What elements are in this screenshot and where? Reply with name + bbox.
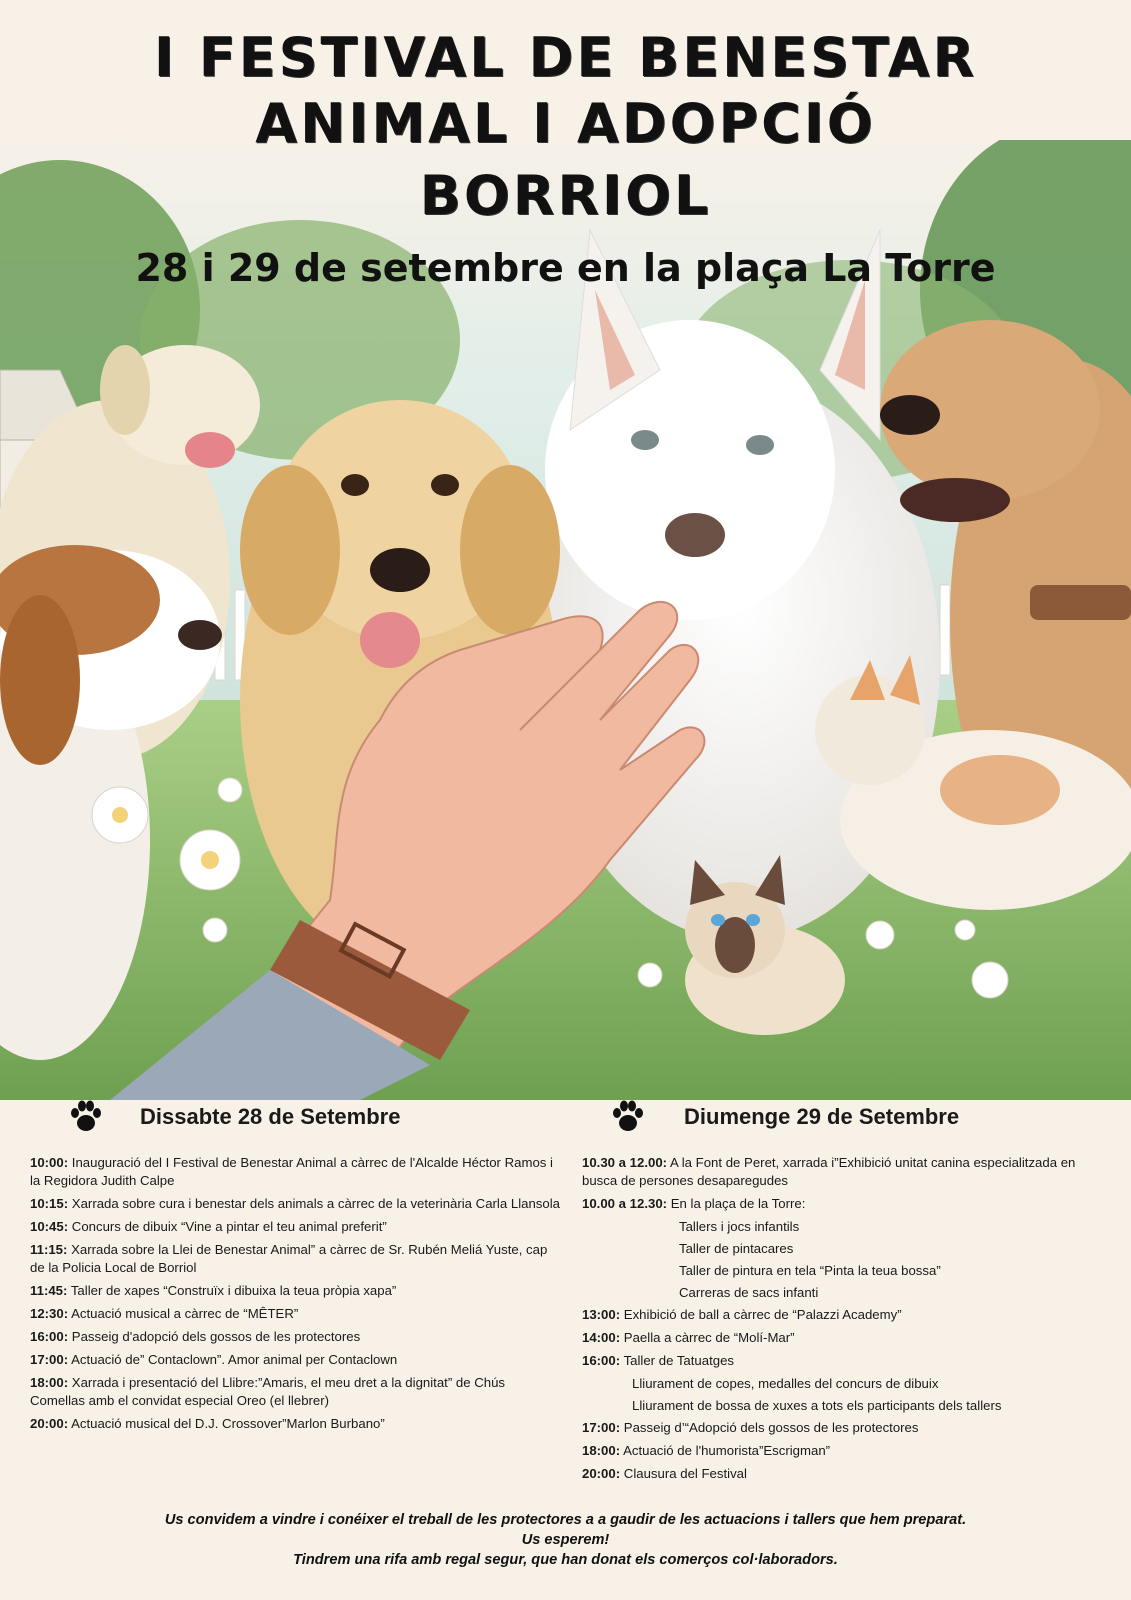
list-item xyxy=(30,1154,560,1190)
item-time: 10:15: xyxy=(30,1196,69,1211)
item-text: Inauguració del I Festival de Benestar Animal a càrrec de l'Alcalde Héctor Ramos i la Regidora Judith Calpe xyxy=(30,1155,553,1188)
list-item xyxy=(582,1419,1112,1437)
item-time: 16:00: xyxy=(582,1353,621,1368)
item-text: Concurs de dibuix “Vine a pintar el teu animal preferit” xyxy=(71,1219,387,1234)
footer-wait: Us esperem! xyxy=(521,1532,610,1548)
sub-item: Tallers i jocs infantils xyxy=(679,1219,800,1234)
paw-icon xyxy=(610,1098,646,1134)
sub-item: Lliurament de bossa de xuxes a tots els participants dels tallers xyxy=(632,1398,1002,1413)
list-item xyxy=(582,1195,1112,1213)
item-time: 20:00: xyxy=(582,1466,621,1481)
item-text: Passeig d’“Adopció dels gossos de les protectores xyxy=(623,1420,919,1435)
item-time: 12:30: xyxy=(30,1306,69,1321)
item-time: 10.30 a 12.00: xyxy=(582,1155,668,1170)
sub-item: Lliurament de copes, medalles del concurs de dibuix xyxy=(632,1376,939,1391)
list-item xyxy=(582,1306,1112,1324)
item-text: Paella a càrrec de “Molí-Mar” xyxy=(623,1330,795,1345)
list-item xyxy=(582,1442,1112,1460)
footer-invitation: Us convidem a vindre i conéixer el treball de les protectores a a gaudir de les actuacions i tallers que hem preparat. xyxy=(164,1512,967,1528)
list-item xyxy=(30,1218,560,1236)
sunday-column xyxy=(582,1100,1112,1488)
item-text: Taller de xapes “Construïx i dibuixa la teua pròpia xapa” xyxy=(70,1283,397,1298)
item-text: Xarrada sobre cura i benestar dels animals a càrrec de la veterinària Carla Llansola xyxy=(71,1196,560,1211)
list-item xyxy=(30,1241,560,1277)
item-time: 20:00: xyxy=(30,1416,69,1431)
item-text: Xarrada sobre la Llei de Benestar Animal” a càrrec de Sr. Rubén Meliá Yuste, cap de la Policia Local de Borriol xyxy=(30,1242,548,1275)
item-text: A la Font de Peret, xarrada i”Exhibició unitat canina especialitzada en busca de persones desaparegudes xyxy=(582,1155,1076,1188)
list-item xyxy=(30,1282,560,1300)
poster-header xyxy=(0,0,1131,160)
footer-raffle: Tindrem una rifa amb regal segur, que han donat els comerços col·laboradors. xyxy=(293,1552,838,1568)
list-item xyxy=(582,1352,1112,1370)
item-time: 18:00: xyxy=(30,1375,69,1390)
item-time: 18:00: xyxy=(582,1443,621,1458)
item-time: 10:45: xyxy=(30,1219,69,1234)
item-text: Actuació musical a càrrec de “MÊTER” xyxy=(71,1306,299,1321)
list-item xyxy=(30,1328,560,1346)
list-item xyxy=(30,1195,560,1213)
schedule-section xyxy=(0,1100,1131,1520)
poster-footer xyxy=(0,1510,1131,1570)
item-text: Xarrada i presentació del Llibre:”Amaris, el meu dret a la dignitat” de Chús Comellas amb el convidat especial Oreo (el llebrer) xyxy=(30,1375,506,1408)
saturday-column xyxy=(30,1100,560,1438)
item-time: 17:00: xyxy=(582,1420,621,1435)
item-text: Taller de Tatuatges xyxy=(623,1353,735,1368)
sub-item: Taller de pintura en tela “Pinta la teua bossa” xyxy=(679,1263,941,1278)
saturday-header xyxy=(30,1100,560,1144)
item-time: 10:00: xyxy=(30,1155,69,1170)
saturday-items xyxy=(30,1154,560,1433)
item-time: 16:00: xyxy=(30,1329,69,1344)
item-time: 10.00 a 12.30: xyxy=(582,1196,668,1211)
item-text: Clausura del Festival xyxy=(623,1466,747,1481)
item-text: En la plaça de la Torre: xyxy=(670,1196,806,1211)
title-line-1: I FESTIVAL DE BENESTAR xyxy=(153,26,978,89)
sub-item: Carreras de sacs infanti xyxy=(679,1285,819,1300)
item-time: 11:45: xyxy=(30,1283,68,1298)
list-item xyxy=(30,1305,560,1323)
saturday-title: Dissabte 28 de Setembre xyxy=(140,1104,401,1129)
item-time: 13:00: xyxy=(582,1307,621,1322)
sub-item: Taller de pintacares xyxy=(679,1241,794,1256)
item-text: Actuació de l'humorista”Escrigman” xyxy=(623,1443,831,1458)
item-text: Passeig d'adopció dels gossos de les protectores xyxy=(71,1329,361,1344)
list-item xyxy=(30,1351,560,1369)
title-line-3: BORRIOL xyxy=(419,164,712,227)
paw-icon xyxy=(68,1098,104,1134)
title-line-2: ANIMAL I ADOPCIÓ xyxy=(255,92,876,155)
list-item xyxy=(30,1374,560,1410)
list-item xyxy=(30,1415,560,1433)
sunday-title: Diumenge 29 de Setembre xyxy=(684,1104,960,1129)
list-item xyxy=(582,1329,1112,1347)
item-time: 17:00: xyxy=(30,1352,69,1367)
event-date-location: 28 i 29 de setembre en la plaça La Torre xyxy=(135,246,996,290)
item-time: 14:00: xyxy=(582,1330,621,1345)
list-item xyxy=(582,1154,1112,1190)
item-text: Exhibició de ball a càrrec de “Palazzi Academy” xyxy=(623,1307,902,1322)
sunday-items xyxy=(582,1154,1112,1483)
item-time: 11:15: xyxy=(30,1242,68,1257)
item-text: Actuació de” Contaclown”. Amor animal per Contaclown xyxy=(71,1352,398,1367)
item-text: Actuació musical del D.J. Crossover”Marlon Burbano” xyxy=(71,1416,385,1431)
list-item xyxy=(582,1465,1112,1483)
sunday-header xyxy=(582,1100,1112,1144)
